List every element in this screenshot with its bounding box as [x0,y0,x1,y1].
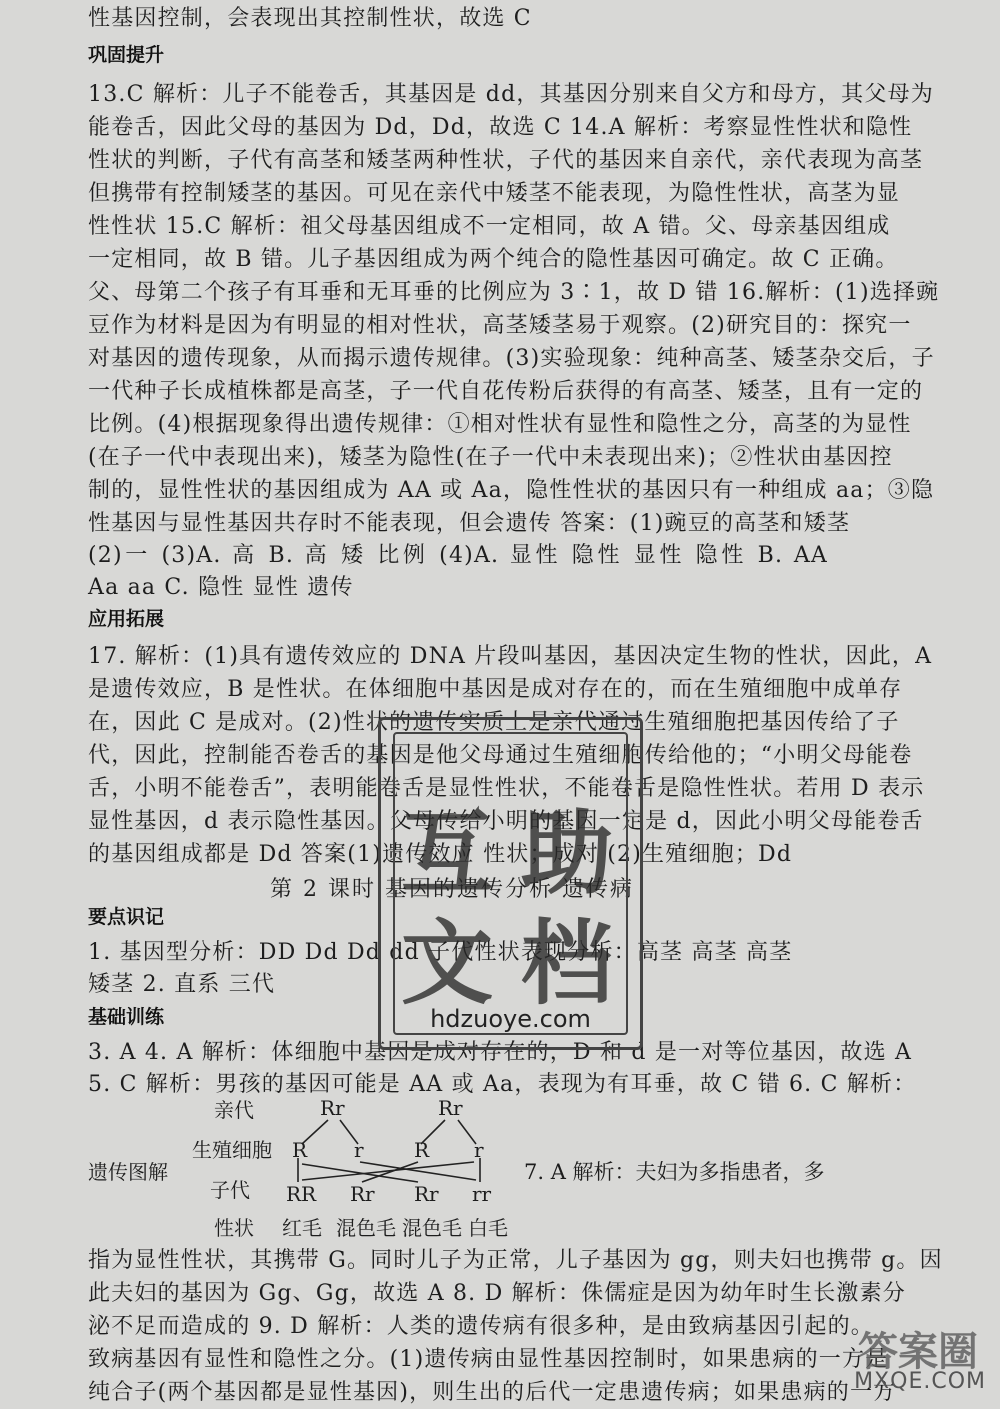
stamp-char: 文 [401,910,494,1017]
row-label-gamete: 生殖细胞 [192,1138,272,1162]
trait-value: 混色毛 [402,1216,462,1240]
trait-value: 红毛 [282,1216,322,1240]
text-line: 一定相同，故 B 错。儿子基因组成为两个纯合的隐性基因可确定。故 C 正确。 [88,247,899,272]
text-line: 致病基因有显性和隐性之分。(1)遗传病由显性基因控制时，如果患病的一方是 [88,1347,889,1372]
text-line: 比例。(4)根据现象得出遗传规律：①相对性状有显性和隐性之分，高茎的为显性 [88,412,912,437]
watermark-logo: 答案圈 [858,1329,978,1375]
text-line: 17. 解析：(1)具有遗传效应的 DNA 片段叫基因，基因决定生物的性状，因此，A [88,644,933,669]
text-line: 1. 基因型分析：DD Dd Dd dd 子代性状表现分析：高茎 高茎 高茎 [88,940,793,965]
row-label-offspring: 子代 [210,1178,250,1202]
text-line: 性性状 15.C 解析：祖父母基因组成不一定相同，故 A 错。父、母亲基因组成 [88,214,891,239]
gamete: R [292,1138,308,1162]
text-line: 显性基因，d 表示隐性基因。父母传给小明的基因一定是 d，因此小明父母能卷舌 [88,809,924,834]
offspring-genotype: rr [472,1182,492,1206]
text-line: 舌，小明不能卷舌”，表明能卷舌是显性性状，不能卷舌是隐性性状。若用 D 表示 [88,776,925,801]
text-line: 性状的判断，子代有高茎和矮茎两种性状，子代的基因来自亲代，亲代表现为高茎 [88,148,924,173]
mxqe-watermark [822,1318,992,1398]
genetic-diagram [88,1092,828,1242]
text-line: 此夫妇的基因为 Gg、Gg，故选 A 8. D 解析：侏儒症是因为幼年时生长激素分 [88,1281,906,1306]
cross-line [362,1162,418,1182]
offspring-genotype: Rr [350,1182,375,1206]
lesson-title: 第 2 课时 基因的遗传分析 遗传病 [270,877,634,902]
text-line: 13.C 解析：儿子不能卷舌，其基因是 dd，其基因分别来自父方和母方，其父母为 [88,82,934,107]
text-line: 一代种子长成植株都是高茎，子一代自花传粉后获得的有高茎、矮茎，且有一定的 [88,379,924,404]
text-line: (2)一 (3)A. 高 B. 高 矮 比例 (4)A. 显性 隐性 显性 隐性 B. AA [88,543,828,568]
text-line: 豆作为材料是因为有明显的相对性状，高茎矮茎易于观察。(2)研究目的：探究一 [88,313,912,338]
parent-genotype: Rr [438,1096,463,1120]
stamp-url: hdzuoye.com [430,1005,591,1033]
text-line: 是遗传效应，B 是性状。在体细胞中基因是成对存在的，而在生殖细胞中成单存 [88,677,903,702]
top-line: 性基因控制，会表现出其控制性状，故选 C [88,6,532,31]
text-line: 代，因此，控制能否卷舌的基因是他父母通过生殖细胞传给他的；“小明父母能卷 [88,743,913,768]
text-line: Aa aa C. 隐性 显性 遗传 [88,575,354,600]
offspring-genotype: RR [286,1182,317,1206]
parent-genotype: Rr [320,1096,345,1120]
stamp-char: 档 [521,910,614,1017]
row-label-parent: 亲代 [214,1098,254,1122]
gamete: R [414,1138,430,1162]
text-line: 泌不足而造成的 9. D 解析：人类的遗传病有很多种，是由致病基因引起的。 [88,1314,875,1339]
heading-consolidate: 巩固提升 [88,44,165,66]
text-line: 对基因的遗传现象，从而揭示遗传规律。(3)实验现象：纯种高茎、矮茎杂交后，子 [88,346,935,371]
stamp-char: 互 [401,800,494,907]
stamp-char: 助 [521,800,614,907]
text-line: 5. C 解析：男孩的基因可能是 AA 或 Aa，表现为有耳垂，故 C 错 6. C 解析： [88,1072,917,1097]
gamete: r [354,1138,364,1162]
trait-value: 白毛 [468,1216,508,1240]
text-line: 但携带有控制矮茎的基因。可见在亲代中矮茎不能表现，为隐性性状，高茎为显 [88,181,901,206]
text-line: 指为显性性状，其携带 G。同时儿子为正常，儿子基因为 gg，则夫妇也携带 g。因 [88,1248,943,1273]
heading-key-points: 要点识记 [88,906,165,928]
text-line: 3. A 4. A 解析：体细胞中基因是成对存在的，D 和 d 是一对等位基因，故选 A [88,1040,913,1065]
text-line: 父、母第二个孩子有耳垂和无耳垂的比例应为 3∶1，故 D 错 16.解析：(1)选择豌 [88,280,940,305]
text-line: 矮茎 2. 直系 三代 [88,972,276,997]
text-line: (在子一代中表现出来)，矮茎为隐性(在子一代中未表现出来)；②性状由基因控 [88,445,893,470]
row-label-trait: 性状 [214,1216,254,1240]
heading-application: 应用拓展 [88,608,165,630]
answer-7-start: 7. A 解析：夫妇为多指患者，多 [524,1160,825,1184]
offspring-genotype: Rr [414,1182,439,1206]
cross-line [302,1164,418,1182]
text-line: 制的，显性性状的基因组成为 AA 或 Aa，隐性性状的基因只有一种组成 aa；③隐 [88,478,935,503]
heading-basic: 基础训练 [88,1006,165,1028]
text-line: 的基因组成都是 Dd 答案(1)遗传效应 性状；成对 (2)生殖细胞；Dd [88,842,793,867]
diagram-label: 遗传图解 [88,1160,168,1184]
text-line: 性基因与显性基因共存时不能表现，但会遗传 答案：(1)豌豆的高茎和矮茎 [88,511,851,536]
watermark-url: MXQE.COM [854,1369,986,1394]
text-line: 在，因此 C 是成对。(2)性状的遗传实质上是亲代通过生殖细胞把基因传给了子 [88,710,900,735]
hdzuoye-stamp [378,717,643,1050]
trait-value: 混色毛 [336,1216,396,1240]
gamete: r [474,1138,484,1162]
text-line: 纯合子(两个基因都是显性基因)，则生出的后代一定患遗传病；如果患病的一方 [88,1380,897,1405]
text-line: 能卷舌，因此父母的基因为 Dd，Dd，故选 C 14.A 解析：考察显性性状和隐性 [88,115,913,140]
